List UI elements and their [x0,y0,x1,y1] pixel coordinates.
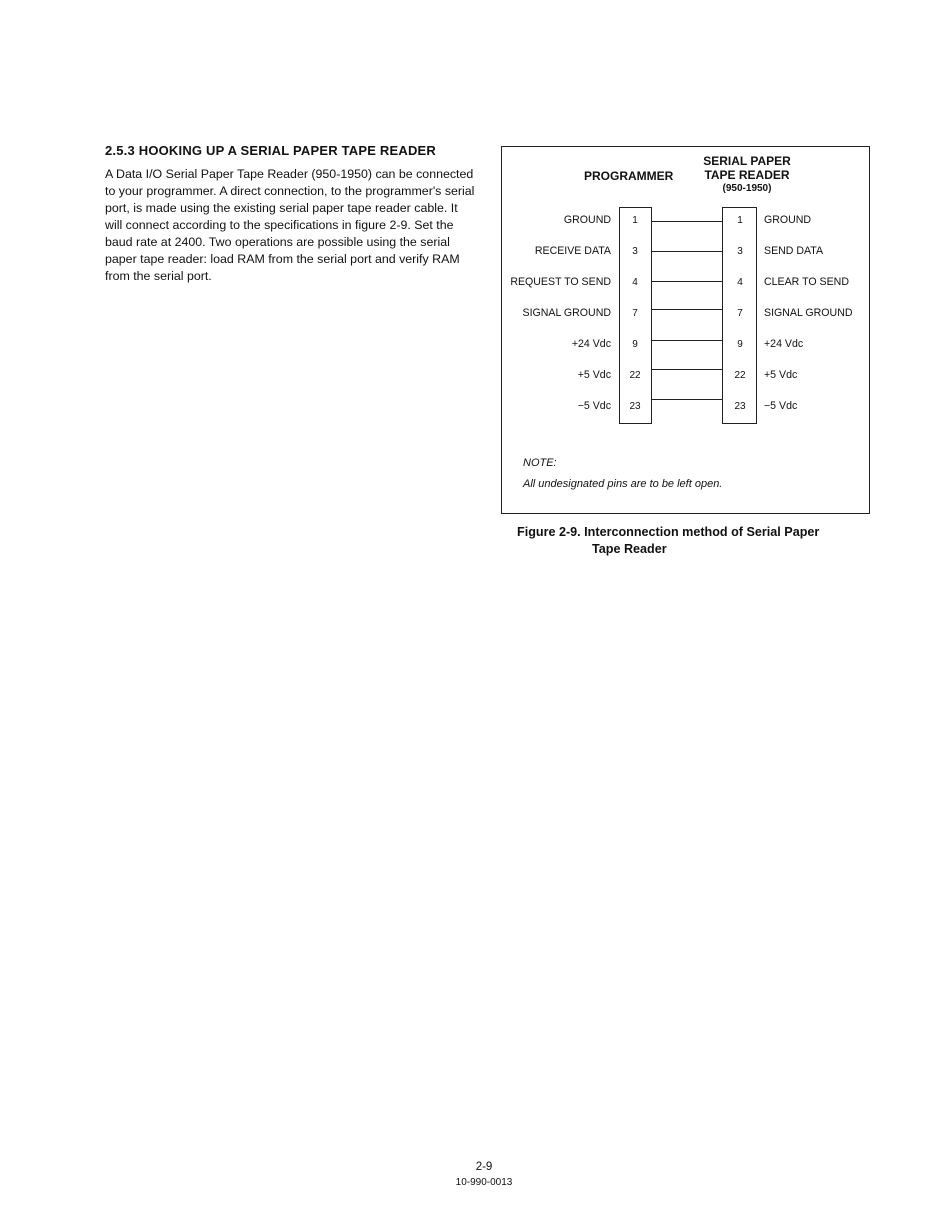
note-title: NOTE: [523,457,557,469]
wire-pin-22 [652,369,722,370]
page-number: 2-9 [475,1161,493,1173]
right-label-2: SEND DATA [764,245,824,257]
left-pin-7: 23 [629,401,641,412]
right-pin-1: 1 [737,215,743,226]
right-label-4: SIGNAL GROUND [764,307,853,319]
left-label-7: −5 Vdc [577,400,611,412]
note-text: All undesignated pins are to be left open. [523,478,723,490]
right-label-5: +24 Vdc [764,338,804,350]
right-pin-5: 9 [737,339,743,350]
left-pin-1: 1 [632,215,638,226]
document-number: 10-990-0013 [455,1177,513,1188]
right-pin-4: 7 [737,308,743,319]
left-label-1: GROUND [563,214,611,226]
programmer-header: PROGRAMMER [584,169,674,183]
right-label-3: CLEAR TO SEND [764,276,849,288]
section-heading: 2.5.3 HOOKING UP A SERIAL PAPER TAPE READER [105,143,437,158]
wire-pin-4 [652,281,722,282]
left-pin-5: 9 [632,339,638,350]
right-pin-6: 22 [734,370,746,381]
right-label-7: −5 Vdc [764,400,798,412]
reader-header-line1: SERIAL PAPER [703,154,791,168]
caption-line2: Tape Reader [592,542,667,556]
right-pin-7: 23 [734,401,746,412]
left-label-4: SIGNAL GROUND [522,307,611,319]
left-pin-3: 4 [632,277,638,288]
right-label-6: +5 Vdc [764,369,798,381]
left-pin-4: 7 [632,308,638,319]
wire-pin-3 [652,251,722,252]
caption-line1: Figure 2-9. Interconnection method of Serial Paper [517,525,820,539]
left-label-5: +24 Vdc [571,338,611,350]
left-pin-6: 22 [629,370,641,381]
reader-header-line2: TAPE READER [704,168,790,182]
left-label-2: RECEIVE DATA [534,245,611,257]
wire-pin-23 [652,399,722,400]
wire-pin-9 [652,340,722,341]
right-pin-2: 3 [737,246,743,257]
wire-pin-7 [652,309,722,310]
section-text [105,143,475,285]
figure-caption [517,524,819,558]
page-footer [0,1160,950,1190]
right-pin-3: 4 [737,277,743,288]
left-label-3: REQUEST TO SEND [510,276,611,288]
reader-header [692,154,802,196]
right-label-1: GROUND [764,214,812,226]
reader-header-model: (950-1950) [722,183,772,194]
left-pin-2: 3 [632,246,638,257]
section-paragraph: A Data I/O Serial Paper Tape Reader (950-1950) can be connected to your programmer. A direct connection, to the programmer's serial port, is made using the existing serial paper tape reader cable. It will connect according to the specifications in figure 2-9. Set the baud rate at 2400. Two operations are possible using the serial paper tape reader: load RAM from the serial port and verify RAM from the serial port. [105,167,475,283]
wire-pin-1 [652,221,722,222]
left-label-6: +5 Vdc [577,369,611,381]
interconnection-figure [501,146,870,514]
